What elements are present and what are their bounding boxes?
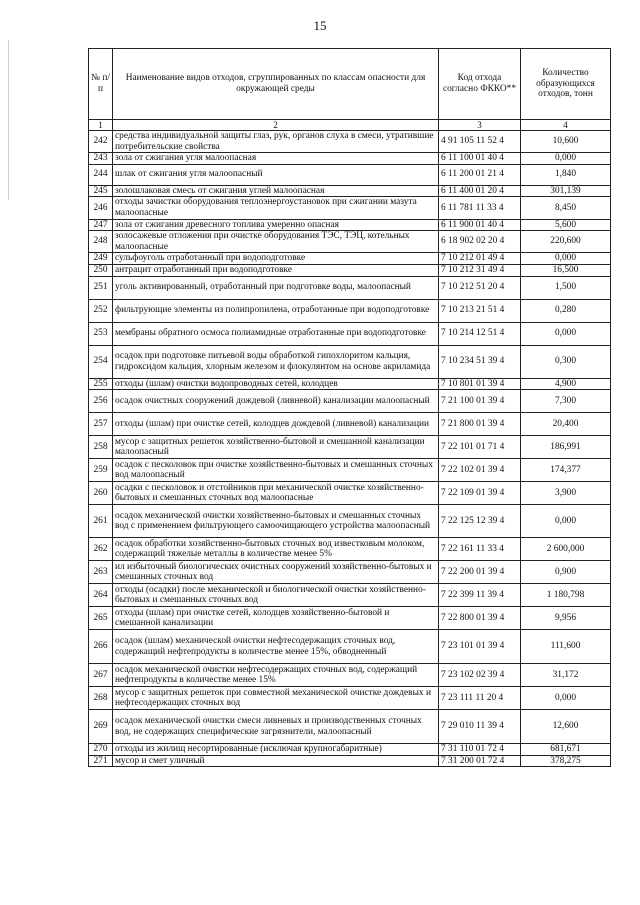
waste-code: 6 11 100 01 40 4 [439, 153, 521, 165]
waste-code: 7 31 110 01 72 4 [439, 744, 521, 756]
waste-name: осадки с песколовок и отстойников при механической очистке хозяйственно-бытовых и смешанных сточных вод малоопасные [113, 482, 439, 505]
waste-quantity: 220,600 [521, 231, 611, 253]
waste-name: осадок очистных сооружений дождевой (ливневой) канализации малоопасный [113, 390, 439, 413]
row-number: 253 [89, 322, 113, 345]
waste-name: осадок механической очистки смеси ливневых и производственных сточных вод, не содержащих специфические загрязнители, малоопасный [113, 710, 439, 744]
waste-quantity: 1,500 [521, 276, 611, 299]
row-number: 249 [89, 253, 113, 265]
waste-quantity: 0,000 [521, 687, 611, 710]
row-number: 248 [89, 231, 113, 253]
waste-name: осадок при подготовке питьевой воды обработкой гипохлоритом кальция, гидроксидом кальция, хлорным железом и флокулянтом на основе акриламида [113, 345, 439, 378]
waste-name: отходы из жилищ несортированные (исключая крупногабаритные) [113, 744, 439, 756]
row-number: 267 [89, 664, 113, 687]
waste-quantity: 681,671 [521, 744, 611, 756]
row-number: 250 [89, 264, 113, 276]
waste-code: 7 10 214 12 51 4 [439, 322, 521, 345]
row-number: 268 [89, 687, 113, 710]
table-row [89, 561, 611, 584]
column-number: 3 [439, 120, 521, 131]
waste-name: отходы зачистки оборудования теплоэнергоустановок при сжигании мазута малоопасные [113, 197, 439, 219]
waste-quantity: 111,600 [521, 630, 611, 664]
waste-name: мусор с защитных решеток хозяйственно-бытовой и смешанной канализации малоопасный [113, 436, 439, 459]
waste-name: ил избыточный биологических очистных сооружений хозяйственно-бытовых и смешанных сточных вод [113, 561, 439, 584]
waste-quantity: 0,000 [521, 153, 611, 165]
waste-name: мусор с защитных решеток при совместной механической очистке дождевых и нефтесодержащих сточных вод [113, 687, 439, 710]
waste-code: 7 10 212 01 49 4 [439, 253, 521, 265]
waste-quantity: 0,000 [521, 322, 611, 345]
table-row [89, 276, 611, 299]
table-row [89, 253, 611, 265]
waste-quantity: 186,991 [521, 436, 611, 459]
waste-code: 7 22 800 01 39 4 [439, 607, 521, 630]
waste-quantity: 301,139 [521, 185, 611, 197]
header-number: № п/п [89, 49, 113, 120]
waste-code: 7 22 101 01 71 4 [439, 436, 521, 459]
waste-quantity: 7,300 [521, 390, 611, 413]
table-row [89, 710, 611, 744]
column-number: 2 [113, 120, 439, 131]
waste-name: отходы (шлам) при очистке сетей, колодцев дождевой (ливневой) канализации [113, 413, 439, 436]
table-row [89, 413, 611, 436]
waste-quantity: 1 180,798 [521, 584, 611, 607]
row-number: 263 [89, 561, 113, 584]
waste-name: зола от сжигания угля малоопасная [113, 153, 439, 165]
table-row [89, 185, 611, 197]
row-number: 269 [89, 710, 113, 744]
row-number: 244 [89, 164, 113, 185]
waste-name: отходы (шлам) очистки водопроводных сетей, колодцев [113, 378, 439, 390]
waste-code: 7 22 200 01 39 4 [439, 561, 521, 584]
table-row [89, 584, 611, 607]
waste-quantity: 12,600 [521, 710, 611, 744]
waste-name: золосажевые отложения при очистке оборудования ТЭС, ТЭЦ, котельных малоопасные [113, 231, 439, 253]
table-row [89, 153, 611, 165]
table-row [89, 630, 611, 664]
row-number: 252 [89, 299, 113, 322]
waste-code: 6 11 900 01 40 4 [439, 219, 521, 231]
table-row [89, 459, 611, 482]
table-row [89, 390, 611, 413]
waste-name: средства индивидуальной защиты глаз, рук, органов слуха в смеси, утратившие потребительские свойства [113, 131, 439, 153]
table-row [89, 436, 611, 459]
waste-name: золошлаковая смесь от сжигания углей малоопасная [113, 185, 439, 197]
waste-name: мембраны обратного осмоса полиамидные отработанные при водоподготовке [113, 322, 439, 345]
row-number: 264 [89, 584, 113, 607]
table-row [89, 131, 611, 153]
row-number: 266 [89, 630, 113, 664]
row-number: 262 [89, 538, 113, 561]
table-row [89, 607, 611, 630]
table-row [89, 345, 611, 378]
row-number: 270 [89, 744, 113, 756]
table-row [89, 231, 611, 253]
waste-code: 7 31 200 01 72 4 [439, 755, 521, 767]
header-name: Наименование видов отходов, сгруппированных по классам опасности для окружающей среды [113, 49, 439, 120]
row-number: 271 [89, 755, 113, 767]
table-row [89, 664, 611, 687]
table-row [89, 197, 611, 219]
table-row [89, 164, 611, 185]
waste-code: 7 22 161 11 33 4 [439, 538, 521, 561]
row-number: 261 [89, 505, 113, 538]
waste-quantity: 31,172 [521, 664, 611, 687]
waste-code: 7 22 109 01 39 4 [439, 482, 521, 505]
row-number: 243 [89, 153, 113, 165]
waste-name: зола от сжигания древесного топлива умеренно опасная [113, 219, 439, 231]
waste-quantity: 5,600 [521, 219, 611, 231]
table-body [89, 131, 611, 767]
row-number: 245 [89, 185, 113, 197]
waste-code: 7 10 212 51 20 4 [439, 276, 521, 299]
waste-code: 7 21 800 01 39 4 [439, 413, 521, 436]
waste-name: мусор и смет уличный [113, 755, 439, 767]
waste-code: 7 22 102 01 39 4 [439, 459, 521, 482]
waste-quantity: 174,377 [521, 459, 611, 482]
waste-name: фильтрующие элементы из полипропилена, отработанные при водоподготовке [113, 299, 439, 322]
waste-quantity: 1,840 [521, 164, 611, 185]
waste-name: отходы (осадки) после механической и биологической очистки хозяйственно-бытовых и смешанных сточных вод [113, 584, 439, 607]
row-number: 256 [89, 390, 113, 413]
row-number: 255 [89, 378, 113, 390]
waste-quantity: 0,280 [521, 299, 611, 322]
waste-quantity: 0,000 [521, 505, 611, 538]
header-quantity: Количество образующихся отходов, тонн [521, 49, 611, 120]
column-number-row [89, 120, 611, 131]
row-number: 242 [89, 131, 113, 153]
table-row [89, 219, 611, 231]
waste-quantity: 20,400 [521, 413, 611, 436]
waste-code: 6 11 200 01 21 4 [439, 164, 521, 185]
column-number: 4 [521, 120, 611, 131]
row-number: 258 [89, 436, 113, 459]
waste-quantity: 16,500 [521, 264, 611, 276]
table-row [89, 264, 611, 276]
row-number: 260 [89, 482, 113, 505]
waste-name: осадок обработки хозяйственно-бытовых сточных вод известковым молоком, содержащий тяжелые металлы в количестве менее 5% [113, 538, 439, 561]
row-number: 246 [89, 197, 113, 219]
row-number: 257 [89, 413, 113, 436]
waste-code: 6 11 400 01 20 4 [439, 185, 521, 197]
waste-name: антрацит отработанный при водоподготовке [113, 264, 439, 276]
waste-quantity: 3,900 [521, 482, 611, 505]
waste-code: 7 10 212 31 49 4 [439, 264, 521, 276]
table-row [89, 482, 611, 505]
waste-code: 7 23 111 11 20 4 [439, 687, 521, 710]
page-number: 15 [313, 18, 327, 33]
column-number: 1 [89, 120, 113, 131]
waste-quantity: 0,000 [521, 253, 611, 265]
waste-quantity: 9,956 [521, 607, 611, 630]
table-row [89, 322, 611, 345]
waste-code: 6 18 902 02 20 4 [439, 231, 521, 253]
waste-code: 7 10 801 01 39 4 [439, 378, 521, 390]
waste-code: 6 11 781 11 33 4 [439, 197, 521, 219]
waste-name: осадок механической очистки нефтесодержащих сточных вод, содержащий нефтепродукты в количестве менее 15% [113, 664, 439, 687]
table-row [89, 378, 611, 390]
waste-quantity: 4,900 [521, 378, 611, 390]
waste-code: 4 91 105 11 52 4 [439, 131, 521, 153]
row-number: 247 [89, 219, 113, 231]
waste-code: 7 29 010 11 39 4 [439, 710, 521, 744]
waste-name: сульфоуголь отработанный при водоподготовке [113, 253, 439, 265]
row-number: 259 [89, 459, 113, 482]
scan-edge-line [8, 40, 9, 200]
waste-quantity: 8,450 [521, 197, 611, 219]
waste-name: шлак от сжигания угля малоопасный [113, 164, 439, 185]
waste-code: 7 23 101 01 39 4 [439, 630, 521, 664]
row-number: 254 [89, 345, 113, 378]
waste-code: 7 21 100 01 39 4 [439, 390, 521, 413]
header-code: Код отхода согласно ФККО** [439, 49, 521, 120]
waste-code: 7 10 213 21 51 4 [439, 299, 521, 322]
waste-code: 7 10 234 51 39 4 [439, 345, 521, 378]
waste-quantity: 10,600 [521, 131, 611, 153]
waste-quantity: 2 600,000 [521, 538, 611, 561]
waste-name: осадок с песколовок при очистке хозяйственно-бытовых и смешанных сточных вод малоопасный [113, 459, 439, 482]
row-number: 251 [89, 276, 113, 299]
table-header-row [89, 49, 611, 120]
table-row [89, 687, 611, 710]
waste-name: осадок (шлам) механической очистки нефтесодержащих сточных вод, содержащий нефтепродукты в количестве менее 15%, обводненный [113, 630, 439, 664]
waste-code: 7 22 125 12 39 4 [439, 505, 521, 538]
table-row [89, 755, 611, 767]
waste-quantity: 0,300 [521, 345, 611, 378]
table-row [89, 505, 611, 538]
waste-code: 7 23 102 02 39 4 [439, 664, 521, 687]
waste-name: уголь активированный, отработанный при подготовке воды, малоопасный [113, 276, 439, 299]
waste-code: 7 22 399 11 39 4 [439, 584, 521, 607]
waste-quantity: 378,275 [521, 755, 611, 767]
row-number: 265 [89, 607, 113, 630]
waste-name: осадок механической очистки хозяйственно-бытовых и смешанных сточных вод с применением фильтрующего самоочищающего устройства малоопасный [113, 505, 439, 538]
waste-quantity: 0,900 [521, 561, 611, 584]
waste-table [88, 48, 611, 767]
waste-name: отходы (шлам) при очистке сетей, колодцев хозяйственно-бытовой и смешанной канализации [113, 607, 439, 630]
table-row [89, 299, 611, 322]
table-row [89, 744, 611, 756]
table-row [89, 538, 611, 561]
